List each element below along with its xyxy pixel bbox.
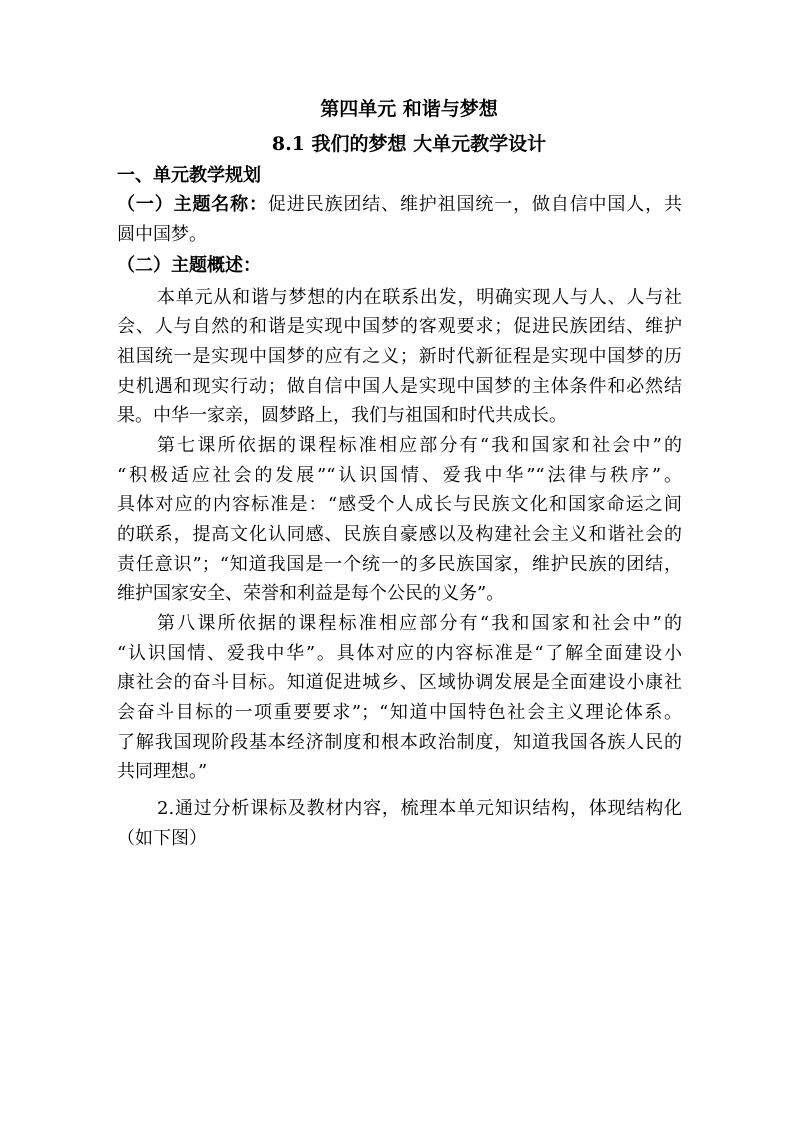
para3-line: 第八课所依据的课程标准相应部分有“我和国家和社会中”的	[157, 613, 682, 634]
para2-line: 的联系，提高文化认同感、民族自豪感以及构建社会主义和谐社会的	[117, 524, 682, 545]
para2-line: 第七课所依据的课程标准相应部分有“我和国家和社会中”的	[157, 435, 682, 456]
para2-line: 责任意识”；“知道我国是一个统一的多民族国家，维护民族的团结，	[117, 554, 682, 575]
para1-line: 史机遇和现实行动；做自信中国人是实现中国梦的主体条件和必然结	[117, 376, 682, 397]
section1-heading: 一、单元教学规划	[117, 165, 261, 186]
para4-line: （如下图）	[117, 828, 207, 849]
theme-name-line-1	[117, 192, 682, 218]
document-title: 第四单元 和谐与梦想	[320, 98, 498, 120]
para1-line: 果。中华一家亲，圆梦路上，我们与祖国和时代共成长。	[117, 405, 567, 426]
para1-line: 会、人与自然的和谐是实现中国梦的客观要求；促进民族团结、维护	[117, 316, 682, 337]
para4-line: 2.通过分析课标及教材内容，梳理本单元知识结构，体现结构化	[157, 798, 682, 819]
para3-line: 了解我国现阶段基本经济制度和根本政治制度，知道我国各族人民的	[117, 732, 682, 753]
para3-line: 共同理想。”	[117, 761, 208, 782]
para2-line: 维护国家安全、荣誉和利益是每个公民的义务”。	[117, 583, 505, 604]
para1-line: 祖国统一是实现中国梦的应有之义；新时代新征程是实现中国梦的历	[117, 346, 682, 367]
para3-line: 康社会的奋斗目标。知道促进城乡、区域协调发展是全面建设小康社	[117, 672, 682, 693]
theme-overview-label: （二）主题概述：	[117, 255, 261, 276]
theme-name-line-2: 圆中国梦。	[117, 224, 207, 245]
para3-line: “认识国情、爱我中华”。具体对应的内容标准是“了解全面建设小	[117, 643, 682, 664]
theme-name-text: 促进民族团结、维护祖国统一，做自信中国人，共	[267, 194, 682, 215]
para2-line: 具体对应的内容标准是：“感受个人成长与民族文化和国家命运之间	[117, 494, 682, 515]
theme-name-label: （一）主题名称：	[117, 194, 268, 215]
para3-line: 会奋斗目标的一项重要要求”；“知道中国特色社会主义理论体系。	[117, 702, 682, 723]
para1-line: 本单元从和谐与梦想的内在联系出发，明确实现人与人、人与社	[157, 287, 682, 308]
document-subtitle: 8.1 我们的梦想 大单元教学设计	[271, 133, 547, 155]
para2-line: “积极适应社会的发展”“认识国情、爱我中华”“法律与秩序”。	[117, 465, 682, 486]
